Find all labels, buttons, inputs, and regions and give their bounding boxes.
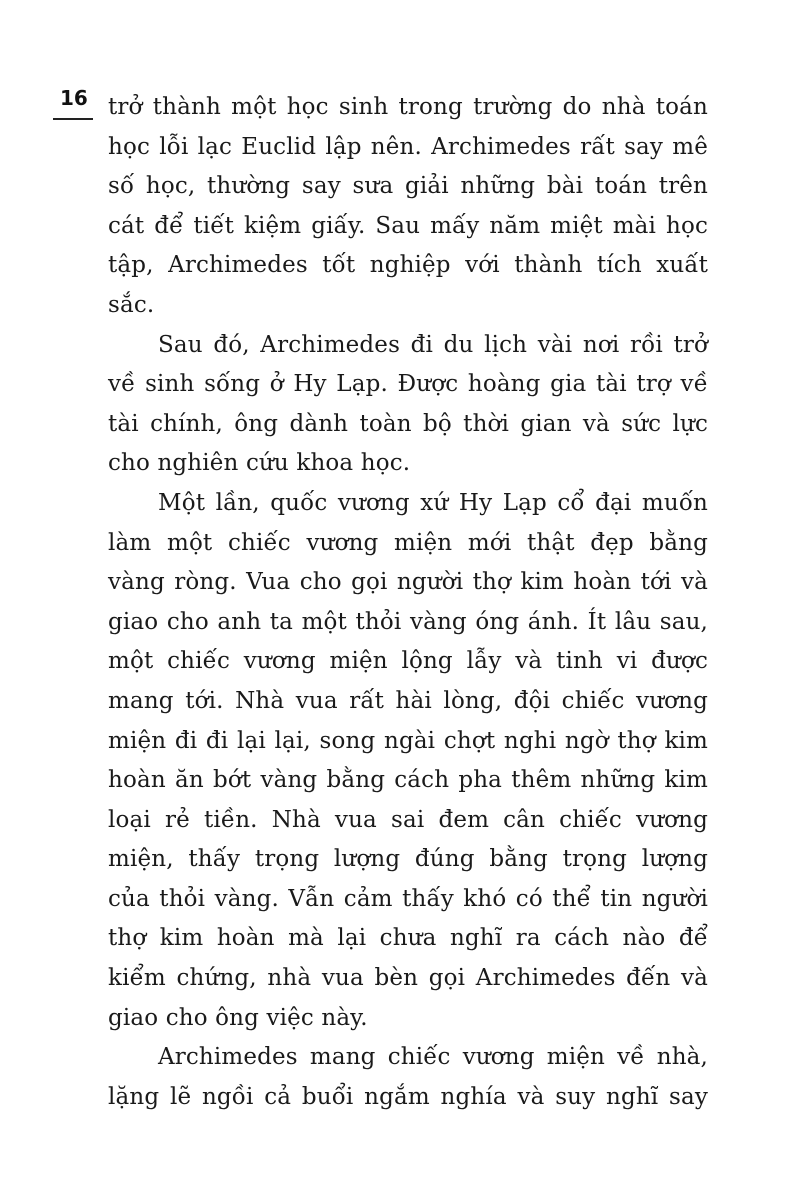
text-line: sắc. <box>108 291 155 318</box>
text-line: của thỏi vàng. Vẫn cảm thấy khó có thể tin người <box>108 885 708 912</box>
text-line: trở thành một học sinh trong trường do nhà toán <box>108 94 708 120</box>
text-line: mang tới. Nhà vua rất hài lòng, đội chiếc vương <box>108 687 708 714</box>
text-line: cát để tiết kiệm giấy. Sau mấy năm miệt mài học <box>108 212 708 239</box>
text-line: Một lần, quốc vương xứ Hy Lạp cổ đại muốn <box>158 489 708 516</box>
text-line: tập, Archimedes tốt nghiệp với thành tích xuất <box>108 252 708 279</box>
text-line: giao cho anh ta một thỏi vàng óng ánh. Ít lâu sau, <box>108 608 708 635</box>
text-line: thợ kim hoàn mà lại chưa nghĩ ra cách nào để <box>108 925 708 952</box>
text-line: Archimedes mang chiếc vương miện về nhà, <box>158 1044 708 1071</box>
text-line: một chiếc vương miện lộng lẫy và tinh vi được <box>108 648 708 675</box>
page-number-rule <box>53 118 93 120</box>
text-line: lặng lẽ ngồi cả buổi ngắm nghía và suy nghĩ say <box>108 1083 708 1110</box>
text-line: số học, thường say sưa giải những bài toán trên <box>108 173 708 200</box>
text-line: về sinh sống ở Hy Lạp. Được hoàng gia tài trợ về <box>108 371 708 398</box>
text-line: cho nghiên cứu khoa học. <box>108 450 411 477</box>
text-line: học lỗi lạc Euclid lập nên. Archimedes rất say mê <box>108 133 708 160</box>
text-line: Sau đó, Archimedes đi du lịch vài nơi rồi trở <box>158 331 708 358</box>
text-line: vàng ròng. Vua cho gọi người thợ kim hoàn tới và <box>108 569 708 596</box>
text-line: tài chính, ông dành toàn bộ thời gian và sức lực <box>108 410 708 437</box>
body-text <box>108 88 708 1117</box>
text-line: loại rẻ tiền. Nhà vua sai đem cân chiếc vương <box>108 806 708 833</box>
text-line: giao cho ông việc này. <box>108 1004 368 1031</box>
text-line: kiểm chứng, nhà vua bèn gọi Archimedes đến và <box>108 965 708 992</box>
text-line: miện đi đi lại lại, song ngài chợt nghi ngờ thợ kim <box>108 727 708 754</box>
page-number: 16 <box>60 86 88 110</box>
text-line: hoàn ăn bớt vàng bằng cách pha thêm những kim <box>108 767 708 794</box>
text-line: miện, thấy trọng lượng đúng bằng trọng lượng <box>108 846 708 873</box>
text-line: làm một chiếc vương miện mới thật đẹp bằng <box>108 529 708 556</box>
